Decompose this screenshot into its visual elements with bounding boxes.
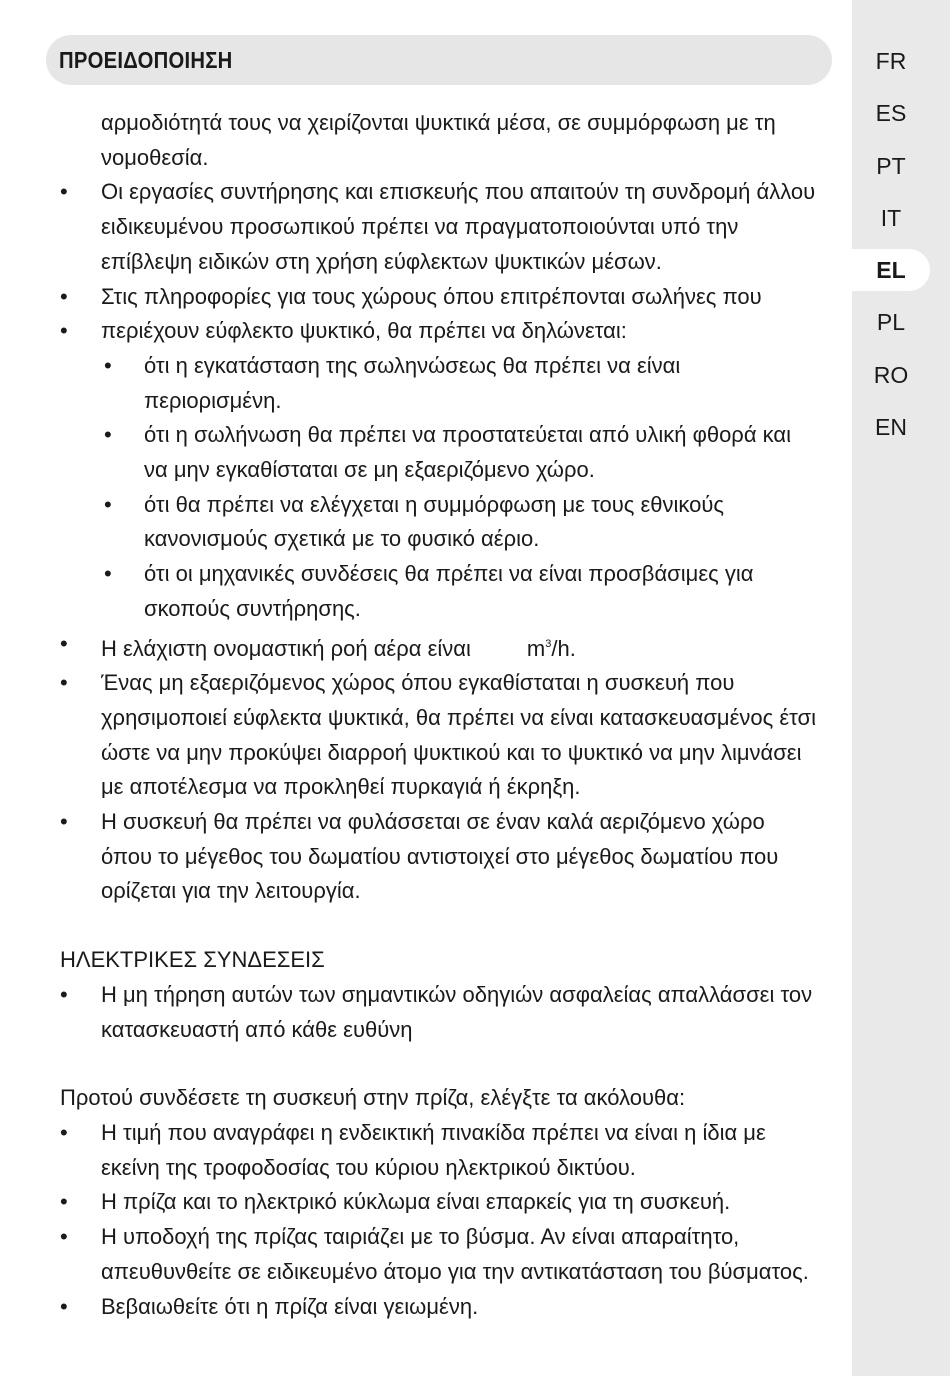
bullet-marker: • <box>60 809 68 835</box>
bullet-marker: • <box>60 179 68 205</box>
bullet-item <box>60 805 820 909</box>
electrical-heading: ΗΛΕΚΤΡΙΚΕΣ ΣΥΝΔΕΣΕΙΣ <box>60 947 325 973</box>
sub-bullet-text: ότι η σωλήνωση θα πρέπει να προστατεύεται από υλική φθορά και να μην εγκαθίσταται σε μη εξαεριζόμενο χώρο. <box>144 422 791 483</box>
bullet-item <box>60 314 820 349</box>
check-item-text: Η πρίζα και το ηλεκτρικό κύκλωμα είναι επαρκείς για τη συσκευή. <box>101 1189 731 1215</box>
airflow-text: Η ελάχιστη ονομαστική ροή αέρα είναι <box>101 635 471 661</box>
bullet-item <box>60 1290 820 1325</box>
bullet-text-unventilated: Ένας μη εξαεριζόμενος χώρος όπου εγκαθίσταται η συσκευή που χρησιμοποιεί εύφλεκτα ψυκτικά, θα πρέπει να είναι κατασκευασμένος έτσι ώστε να μην προκύψει διαρροή ψυκτικού και το ψυκτικό να μην λιμνάσει με αποτέλεσμα να προκληθεί πυρκαγιά ή έκρηξη. <box>101 670 816 800</box>
bullet-marker: • <box>60 1119 68 1145</box>
lang-tab-pt[interactable]: PT <box>876 153 906 179</box>
airflow-unit-m: m <box>526 635 546 661</box>
airflow-unit-rest: /h. <box>551 635 576 661</box>
lang-tab-es[interactable]: ES <box>875 100 907 126</box>
bullet-item <box>60 175 820 279</box>
bullet-text-info-2: περιέχουν εύφλεκτο ψυκτικό, θα πρέπει να δηλώνεται: <box>101 318 627 344</box>
airflow-unit-exponent: 3 <box>545 637 552 650</box>
bullet-item <box>60 627 820 667</box>
bullet-marker: • <box>60 670 68 696</box>
document-body <box>60 106 820 1324</box>
lang-tab-pl[interactable]: PL <box>876 309 906 335</box>
bullet-item <box>60 1220 820 1289</box>
sub-bullet-item <box>60 349 820 418</box>
bullet-item <box>60 280 820 315</box>
sub-bullet-marker: • <box>104 352 112 378</box>
bullet-text-maintenance: Οι εργασίες συντήρησης και επισκευής που απαιτούν τη συνδρομή άλλου ειδικευμένου προσωπικού πρέπει να πραγματοποιούνται υπό την επίβλεψη ειδικών στη χρήση εύφλεκτων ψυκτικών μέσων. <box>101 179 816 274</box>
check-item-text: Η υποδοχή της πρίζας ταιριάζει με το βύσμα. Αν είναι απαραίτητο, απευθυνθείτε σε ειδικευμένο άτομο για την αντικατάσταση του βύσματος. <box>101 1224 809 1284</box>
bullet-item <box>60 1185 820 1220</box>
bullet-marker: • <box>60 981 68 1007</box>
sub-bullet-item <box>60 488 820 557</box>
bullet-marker: • <box>60 1189 68 1215</box>
sub-bullet-text: ότι η εγκατάσταση της σωληνώσεως θα πρέπει να είναι περιορισμένη. <box>144 352 681 413</box>
sub-bullet-marker: • <box>104 491 112 517</box>
lang-tab-ro[interactable]: RO <box>873 362 909 388</box>
check-item-text: Η τιμή που αναγράφει η ενδεικτική πινακίδα πρέπει να είναι η ίδια με εκείνη της τροφοδοσίας του κύριου ηλεκτρικού δικτύου. <box>101 1119 766 1180</box>
sub-bullet-marker: • <box>104 422 112 448</box>
bullet-marker: • <box>60 1224 68 1250</box>
bullet-item <box>60 978 820 1047</box>
before-connect-paragraph: Προτού συνδέσετε τη συσκευή στην πρίζα, ελέγξτε τα ακόλουθα: <box>60 1085 686 1111</box>
section-header <box>46 35 832 85</box>
sub-bullet-marker: • <box>104 561 112 587</box>
lang-tab-it[interactable]: IT <box>880 205 902 231</box>
sub-bullet-item <box>60 418 820 487</box>
lang-tab-el-active[interactable]: EL <box>852 249 930 291</box>
bullet-item <box>60 666 820 805</box>
sub-bullet-text: ότι οι μηχανικές συνδέσεις θα πρέπει να είναι προσβάσιμες για σκοπούς συντήρησης. <box>144 561 754 621</box>
bullet-text-liability: Η μη τήρηση αυτών των σημαντικών οδηγιών ασφαλείας απαλλάσσει τον κατασκευαστή από κάθε ευθύνη <box>101 981 813 1042</box>
continuation-paragraph: αρμοδιότητά τους να χειρίζονται ψυκτικά μέσα, σε συμμόρφωση με τη νομοθεσία. <box>101 110 776 170</box>
sub-bullet-item <box>60 557 820 626</box>
language-sidebar <box>852 0 950 1376</box>
section-title: ΠΡΟΕΙΔΟΠΟΙΗΣΗ <box>59 47 233 73</box>
bullet-marker: • <box>60 630 68 656</box>
lang-tab-fr[interactable]: FR <box>875 48 907 74</box>
bullet-marker: • <box>60 318 68 344</box>
bullet-marker: • <box>60 1293 68 1319</box>
sub-bullet-text: ότι θα πρέπει να ελέγχεται η συμμόρφωση με τους εθνικούς κανονισμούς σχετικά με το φυσικό αέριο. <box>144 491 724 552</box>
bullet-item <box>60 1116 820 1185</box>
bullet-text-info-1: Στις πληροφορίες για τους χώρους όπου επιτρέπονται σωλήνες που <box>101 283 762 309</box>
lang-tab-en[interactable]: EN <box>875 414 907 440</box>
bullet-text-storage: Η συσκευή θα πρέπει να φυλάσσεται σε έναν καλά αεριζόμενο χώρο όπου το μέγεθος του δωματίου αντιστοιχεί στο μέγεθος δωματίου που ορίζεται για την λειτουργία. <box>101 809 779 904</box>
bullet-marker: • <box>60 283 68 309</box>
check-item-text: Βεβαιωθείτε ότι η πρίζα είναι γειωμένη. <box>101 1293 479 1319</box>
